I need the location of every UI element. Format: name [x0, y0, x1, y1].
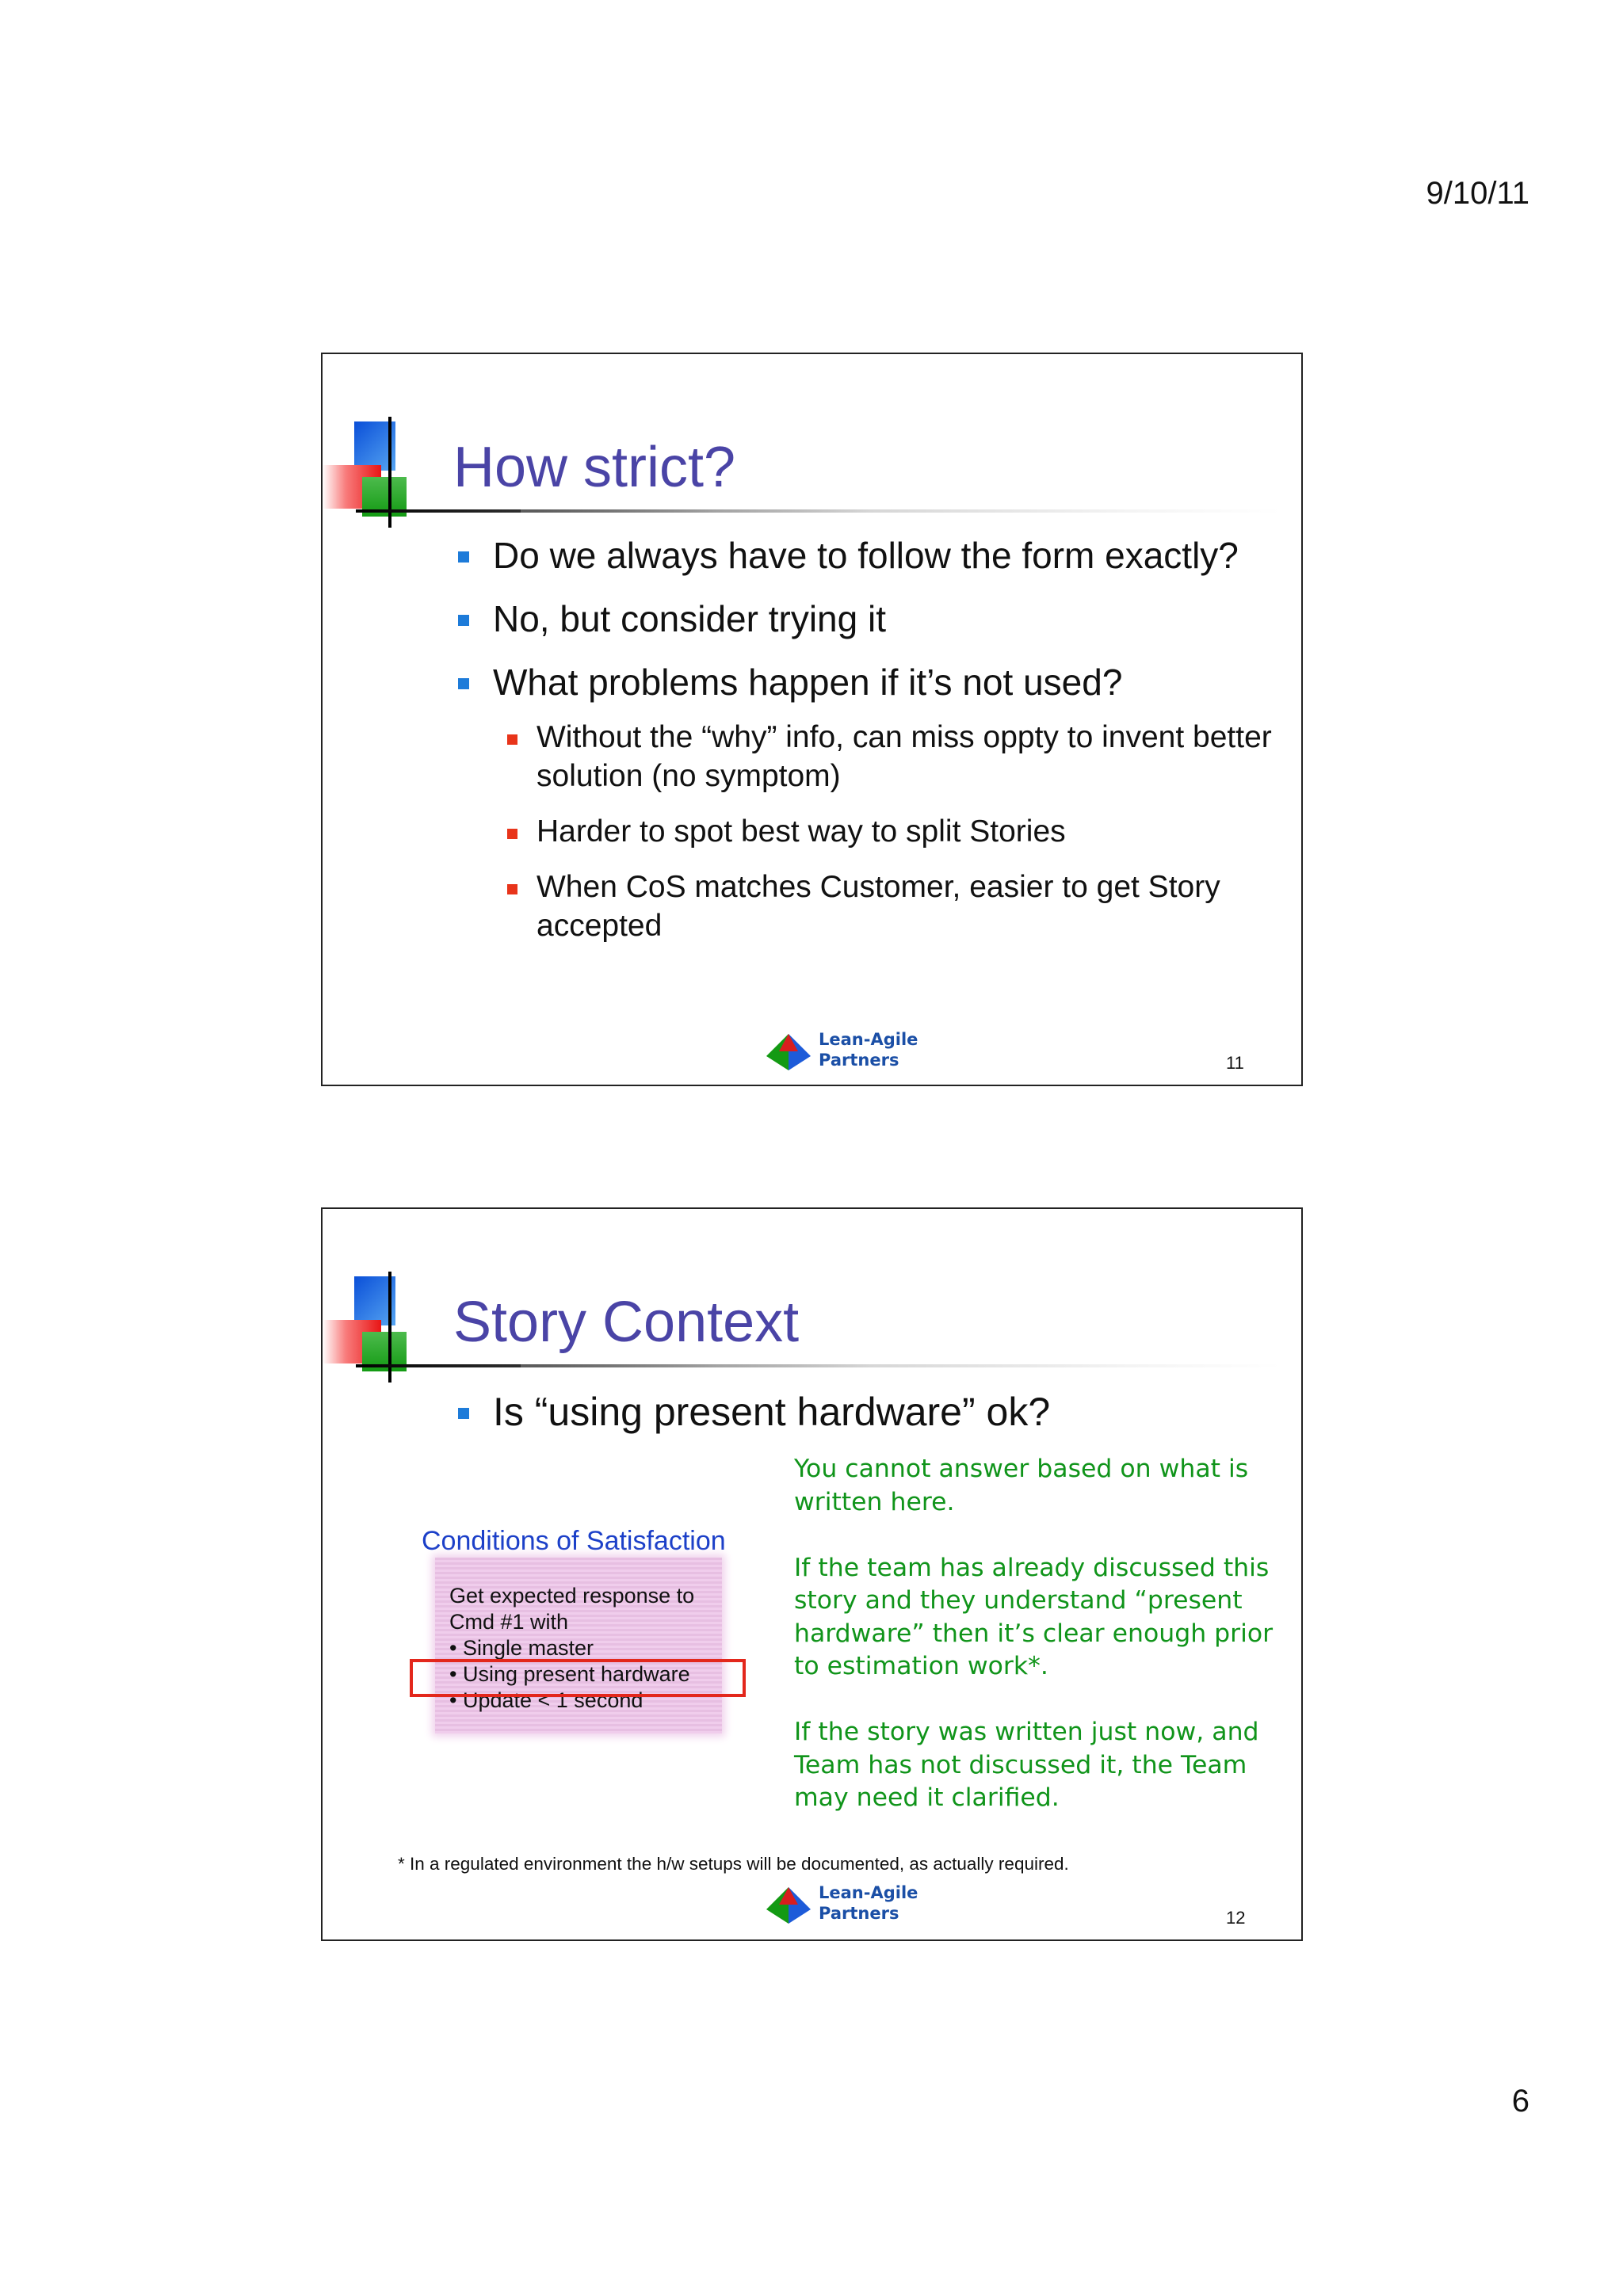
lean-agile-logo: [765, 1029, 923, 1074]
logo-line-2: Partners: [819, 1051, 899, 1070]
lean-agile-logo: [765, 1882, 923, 1927]
square-bullet-icon: [507, 734, 517, 745]
title-underline: [521, 1364, 1281, 1367]
logo-line-2: Partners: [819, 1904, 899, 1923]
bullet-item: What problems happen if it’s not used?: [453, 659, 1277, 705]
square-bullet-icon: [458, 551, 469, 563]
highlight-box: [410, 1659, 746, 1697]
sub-bullet-item: Harder to spot best way to split Stories: [453, 812, 1277, 851]
sub-bullet-item: When CoS matches Customer, easier to get Story accepted: [453, 868, 1277, 945]
title-underline: [521, 509, 1281, 513]
cos-line: • Single master: [449, 1636, 594, 1660]
cos-line: • Using present hardware: [449, 1662, 690, 1686]
page-date: 9/10/11: [1426, 176, 1529, 211]
cos-line: Get expected response to: [449, 1584, 695, 1608]
slide-title: Story Context: [453, 1291, 800, 1354]
bullet-item: No, but consider trying it: [453, 596, 1277, 642]
slide-title: How strict?: [453, 436, 736, 499]
pyramid-logo-icon: [765, 1032, 812, 1072]
cos-heading: Conditions of Satisfaction: [422, 1526, 726, 1556]
cos-line: • Update < 1 second: [449, 1688, 643, 1712]
sub-bullet-item: Without the “why” info, can miss oppty to invent better solution (no symptom): [453, 718, 1277, 795]
slide-number: 11: [1226, 1053, 1244, 1073]
square-bullet-icon: [507, 829, 517, 839]
logo-line-1: Lean-Agile: [819, 1030, 918, 1049]
answer-paragraph: You cannot answer based on what is written here.: [794, 1455, 1249, 1516]
slide-11: [321, 353, 1303, 1086]
cos-line: Cmd #1 with: [449, 1610, 569, 1634]
slide-12: [321, 1207, 1303, 1941]
bullet-item: Do we always have to follow the form exactly?: [453, 532, 1277, 578]
title-decoration: [323, 421, 449, 532]
cos-card: [435, 1558, 722, 1733]
square-bullet-icon: [507, 884, 517, 894]
footnote: * In a regulated environment the h/w setups will be documented, as actually required.: [398, 1854, 1069, 1874]
logo-line-1: Lean-Agile: [819, 1883, 918, 1902]
bullet-list: [453, 532, 1277, 962]
square-bullet-icon: [458, 678, 469, 689]
slide-number: 12: [1226, 1908, 1246, 1928]
title-decoration: [323, 1276, 449, 1387]
answer-text: [794, 1453, 1285, 1815]
square-bullet-icon: [458, 1408, 469, 1419]
pyramid-logo-icon: [765, 1886, 812, 1925]
bullet-list: [453, 1387, 1277, 1454]
answer-paragraph: If the team has already discussed this story and they understand “present hardware” then it’s clear enough prior to estimation work*.: [794, 1553, 1274, 1680]
square-bullet-icon: [458, 615, 469, 626]
page-number: 6: [1511, 2084, 1529, 2119]
answer-paragraph: If the story was written just now, and Team has not discussed it, the Team may need it clarified.: [794, 1718, 1259, 1812]
bullet-item: Is “using present hardware” ok?: [453, 1387, 1277, 1436]
